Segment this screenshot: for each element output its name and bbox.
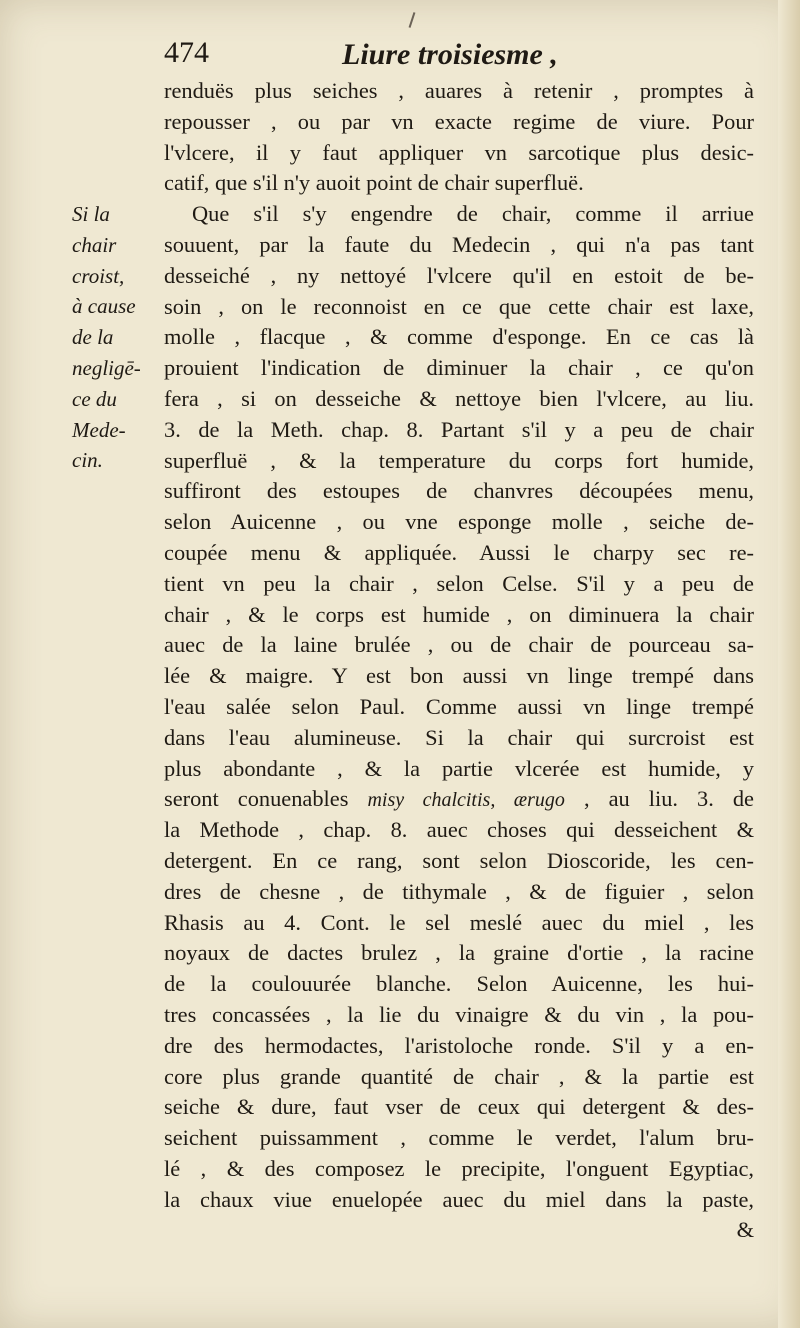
text-line: selon Auicenne , ou vne esponge molle , seiche de-: [164, 509, 754, 535]
text-line: catif, que s'il n'y auoit point de chair superfluë.: [164, 170, 584, 196]
text-line: renduës plus seiches , auares à retenir , promptes à: [164, 78, 754, 103]
text-line: soin , on le reconnoist en ce que cette chair est laxe,: [164, 293, 754, 319]
text-line: suffiront des estoupes de chanvres découpées menu,: [164, 478, 754, 504]
margin-note-line: cin.: [72, 448, 103, 473]
page-number: 474: [164, 36, 209, 69]
margin-note-line: croist,: [72, 263, 125, 288]
text-line: chair , & le corps est humide , on diminuera la chair: [164, 601, 754, 627]
margin-note-line: chair: [72, 232, 117, 257]
text-line: la Methode , chap. 8. auec choses qui desseichent &: [164, 817, 754, 843]
running-title: Liure troisiesme ,: [342, 38, 558, 71]
text-line: detergent. En ce rang, sont selon Dioscoride, les cen-: [164, 847, 754, 873]
text-line: desseiché , ny nettoyé l'vlcere qu'il en estoit de be-: [164, 262, 754, 288]
margin-note-line: Si la: [72, 202, 110, 226]
text-line: dre des hermodactes, l'aristoloche ronde. S'il y a en-: [164, 1032, 754, 1058]
margin-note-line: Mede-: [72, 417, 126, 442]
pencil-mark: [409, 12, 416, 28]
text-line: coupée menu & appliquée. Aussi le charpy sec re-: [164, 539, 754, 565]
text-line: Que s'il s'y engendre de chair, comme il arriue: [192, 201, 754, 227]
text-line: tient vn peu la chair , selon Celse. S'il y a peu de: [164, 570, 754, 596]
text-line: noyaux de dactes brulez , la graine d'ortie , la racine: [164, 940, 754, 966]
text-line: souuent, par la faute du Medecin , qui n'a pas tant: [164, 231, 754, 257]
text-line: dres de chesne , de tithymale , & de figuier , selon: [164, 878, 754, 904]
catchword: &: [736, 1217, 754, 1243]
text-line: core plus grande quantité de chair , & la partie est: [164, 1063, 754, 1089]
margin-note-line: negligē-: [72, 355, 141, 380]
text-line: la chaux viue enuelopée auec du miel dans la paste,: [164, 1186, 754, 1212]
body-text: [164, 76, 754, 1246]
margin-note-line: ce du: [72, 386, 117, 411]
margin-note-line: à cause: [72, 294, 136, 319]
text-line: dans l'eau alumineuse. Si la chair qui surcroist est: [164, 724, 754, 750]
text-line: l'vlcere, il y faut appliquer vn sarcotique plus desic-: [164, 139, 754, 165]
text-line: 3. de la Meth. chap. 8. Partant s'il y a peu de chair: [164, 416, 754, 442]
page-header: [164, 36, 754, 76]
text-line: seichent puissamment , comme le verdet, l'alum bru-: [164, 1125, 754, 1151]
text-line: lée & maigre. Y est bon aussi vn linge trempé dans: [164, 663, 754, 689]
text-line: tres concassées , la lie du vinaigre & du vin , la pou-: [164, 1001, 754, 1027]
text-segment: , au liu. 3. de: [583, 786, 754, 812]
text-line: superfluë , & la temperature du corps fort humide,: [164, 447, 754, 473]
text-line: [164, 784, 754, 815]
text-line: molle , flacque , & comme d'esponge. En ce cas là: [164, 324, 754, 350]
text-line: l'eau salée selon Paul. Comme aussi vn linge trempé: [164, 693, 754, 719]
page-edge-shadow: [778, 0, 800, 1328]
text-line: Rhasis au 4. Cont. le sel meslé auec du miel , les: [164, 909, 754, 935]
text-line: repousser , ou par vn exacte regime de viure. Pour: [164, 108, 754, 134]
italic-term: misy chalcitis, ærugo: [367, 789, 565, 812]
text-line: seiche & dure, faut vser de ceux qui detergent & des-: [164, 1094, 754, 1120]
text-line: prouient l'indication de diminuer la chair , ce qu'on: [164, 355, 754, 381]
margin-note: [72, 199, 162, 476]
text-line: auec de la laine brulée , ou de chair de pourceau sa-: [164, 632, 754, 658]
text-line: de la coulouurée blanche. Selon Auicenne, les hui-: [164, 971, 754, 997]
text-line: fera , si on desseiche & nettoye bien l'vlcere, au liu.: [164, 385, 754, 411]
text-line: plus abondante , & la partie vlcerée est humide, y: [164, 755, 754, 781]
text-segment: seront conuenables: [164, 786, 349, 812]
text-line: lé , & des composez le precipite, l'onguent Egyptiac,: [164, 1155, 754, 1181]
margin-note-line: de la: [72, 325, 114, 350]
